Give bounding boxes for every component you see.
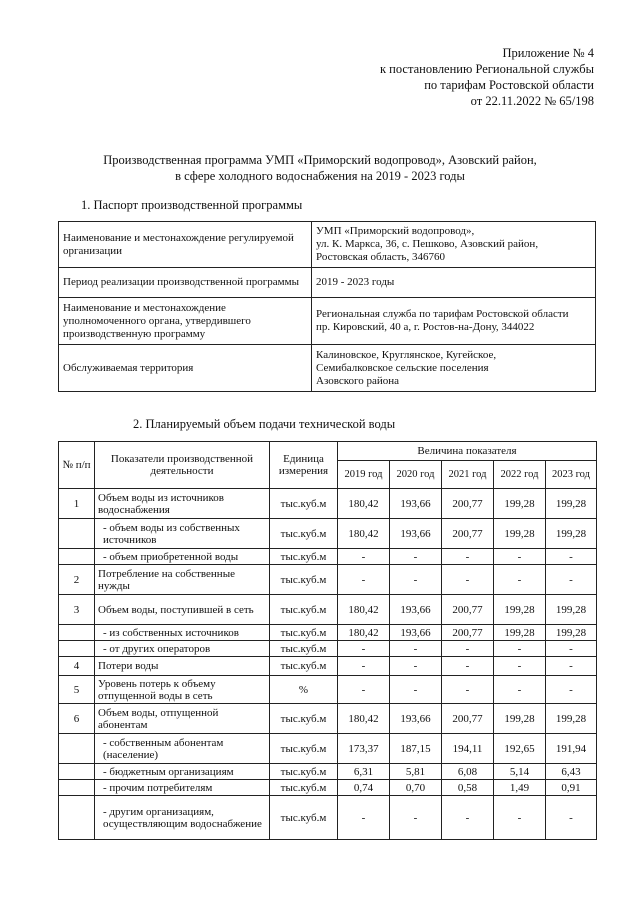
row-indicator: - бюджетным организациям <box>95 764 270 780</box>
row-value: - <box>390 641 442 657</box>
row-unit: тыс.куб.м <box>270 595 338 625</box>
table-row <box>59 657 597 676</box>
row-value: - <box>338 676 390 704</box>
row-indicator: - из собственных источников <box>95 625 270 641</box>
row-indicator: - объем приобретенной воды <box>95 549 270 565</box>
header-unit: Единица измерения <box>270 442 338 489</box>
row-value: - <box>338 549 390 565</box>
passport-value-line: Ростовская область, 346760 <box>316 251 445 263</box>
passport-label: Наименование и местонахождение уполномоченного органа, утвердившего производственную программу <box>59 298 312 345</box>
row-value: - <box>442 641 494 657</box>
row-value: 5,14 <box>494 764 546 780</box>
row-value: 193,66 <box>390 519 442 549</box>
approval-line: по тарифам Ростовской области <box>424 78 594 92</box>
table-row <box>59 764 597 780</box>
passport-label: Обслуживаемая территория <box>59 345 312 392</box>
header-year: 2023 год <box>546 461 597 489</box>
header-row <box>59 442 597 461</box>
row-value: - <box>494 565 546 595</box>
table-row <box>59 641 597 657</box>
row-value: 0,58 <box>442 780 494 796</box>
row-unit: тыс.куб.м <box>270 519 338 549</box>
water-volume-table <box>58 441 597 840</box>
table-row <box>59 780 597 796</box>
row-value: - <box>546 565 597 595</box>
header-value: Величина показателя <box>338 442 597 461</box>
passport-value-line: пр. Кировский, 40 а, г. Ростов-на-Дону, 344022 <box>316 321 535 333</box>
row-value: 0,91 <box>546 780 597 796</box>
row-value: 180,42 <box>338 595 390 625</box>
row-value: - <box>494 549 546 565</box>
row-value: - <box>338 565 390 595</box>
table-row <box>59 549 597 565</box>
passport-row <box>59 345 596 392</box>
row-value: - <box>442 796 494 840</box>
approval-block <box>380 45 594 109</box>
row-value: 180,42 <box>338 625 390 641</box>
row-value: 5,81 <box>390 764 442 780</box>
row-value: 193,66 <box>390 489 442 519</box>
row-unit: тыс.куб.м <box>270 625 338 641</box>
table-row <box>59 704 597 734</box>
row-value: 200,77 <box>442 595 494 625</box>
row-value: 200,77 <box>442 625 494 641</box>
row-value: - <box>442 657 494 676</box>
row-value: - <box>546 657 597 676</box>
row-value: - <box>338 641 390 657</box>
row-value: 173,37 <box>338 734 390 764</box>
row-num <box>59 519 95 549</box>
row-indicator: Объем воды, поступившей в сеть <box>95 595 270 625</box>
table-row <box>59 734 597 764</box>
row-value: 193,66 <box>390 704 442 734</box>
row-value: 187,15 <box>390 734 442 764</box>
row-indicator: Потребление на собственные нужды <box>95 565 270 595</box>
passport-value-line: Региональная служба по тарифам Ростовской области <box>316 308 569 320</box>
row-value: 193,66 <box>390 625 442 641</box>
row-num <box>59 796 95 840</box>
row-value: 199,28 <box>494 704 546 734</box>
passport-value <box>312 222 596 268</box>
row-value: 199,28 <box>494 489 546 519</box>
row-value: 200,77 <box>442 489 494 519</box>
row-num <box>59 549 95 565</box>
row-unit: тыс.куб.м <box>270 641 338 657</box>
header-year: 2022 год <box>494 461 546 489</box>
table-row <box>59 565 597 595</box>
section-1-title: 1. Паспорт производственной программы <box>81 198 303 212</box>
row-value: - <box>494 796 546 840</box>
header-num: № п/п <box>59 442 95 489</box>
row-indicator: - собственным абонентам (население) <box>95 734 270 764</box>
passport-label: Период реализации производственной программы <box>59 268 312 298</box>
passport-table <box>58 221 596 392</box>
table-row <box>59 796 597 840</box>
row-unit: тыс.куб.м <box>270 796 338 840</box>
row-value: 199,28 <box>546 704 597 734</box>
row-value: 194,11 <box>442 734 494 764</box>
passport-value-line: Азовского района <box>316 374 400 387</box>
row-num <box>59 734 95 764</box>
row-value: - <box>442 549 494 565</box>
header-year: 2020 год <box>390 461 442 489</box>
row-value: 192,65 <box>494 734 546 764</box>
row-num <box>59 764 95 780</box>
table-row <box>59 489 597 519</box>
row-value: - <box>390 657 442 676</box>
row-value: 6,08 <box>442 764 494 780</box>
row-value: 180,42 <box>338 489 390 519</box>
row-indicator: - прочим потребителям <box>95 780 270 796</box>
row-value: - <box>390 565 442 595</box>
row-value: 6,31 <box>338 764 390 780</box>
passport-value-line: 2019 - 2023 годы <box>316 276 395 288</box>
row-value: 200,77 <box>442 519 494 549</box>
row-indicator: - от других операторов <box>95 641 270 657</box>
row-value: 180,42 <box>338 704 390 734</box>
row-value: 199,28 <box>546 625 597 641</box>
row-value: - <box>338 657 390 676</box>
passport-label: Наименование и местонахождение регулируемой организации <box>59 222 312 268</box>
passport-row <box>59 222 596 268</box>
row-unit: тыс.куб.м <box>270 565 338 595</box>
row-value: - <box>442 676 494 704</box>
row-num: 4 <box>59 657 95 676</box>
passport-row <box>59 298 596 345</box>
passport-value <box>312 298 596 345</box>
passport-value-line: УМП «Приморский водопровод», <box>316 225 475 237</box>
row-value: - <box>442 565 494 595</box>
table-row <box>59 676 597 704</box>
row-indicator: Объем воды, отпущенной абонентам <box>95 704 270 734</box>
row-unit: тыс.куб.м <box>270 764 338 780</box>
row-value: 0,74 <box>338 780 390 796</box>
row-num: 2 <box>59 565 95 595</box>
section-2-title: 2. Планируемый объем подачи технической воды <box>133 417 396 431</box>
row-value: 199,28 <box>494 519 546 549</box>
document-title <box>40 152 600 184</box>
row-unit: тыс.куб.м <box>270 549 338 565</box>
row-unit: % <box>270 676 338 704</box>
row-value: - <box>546 676 597 704</box>
passport-row <box>59 268 596 298</box>
passport-value <box>312 268 596 298</box>
row-unit: тыс.куб.м <box>270 780 338 796</box>
passport-value <box>312 345 596 392</box>
row-num <box>59 625 95 641</box>
approval-line: к постановлению Региональной службы <box>379 62 594 76</box>
row-unit: тыс.куб.м <box>270 734 338 764</box>
row-value: 199,28 <box>546 595 597 625</box>
row-value: - <box>390 549 442 565</box>
row-value: 191,94 <box>546 734 597 764</box>
row-num: 3 <box>59 595 95 625</box>
row-unit: тыс.куб.м <box>270 704 338 734</box>
approval-line: Приложение № 4 <box>502 46 594 60</box>
table-row <box>59 519 597 549</box>
row-num <box>59 641 95 657</box>
passport-value-line: Калиновское, Круглянское, Кугейское, <box>316 348 497 361</box>
row-value: 180,42 <box>338 519 390 549</box>
table-row <box>59 595 597 625</box>
row-num <box>59 780 95 796</box>
row-value: 199,28 <box>494 625 546 641</box>
row-value: 193,66 <box>390 595 442 625</box>
row-value: 200,77 <box>442 704 494 734</box>
passport-value-line: ул. К. Маркса, 36, с. Пешково, Азовский район, <box>316 238 539 250</box>
row-value: - <box>494 657 546 676</box>
header-year: 2021 год <box>442 461 494 489</box>
row-value: 199,28 <box>546 519 597 549</box>
row-indicator: Объем воды из источников водоснабжения <box>95 489 270 519</box>
row-unit: тыс.куб.м <box>270 657 338 676</box>
row-value: 6,43 <box>546 764 597 780</box>
row-value: 0,70 <box>390 780 442 796</box>
row-value: - <box>390 796 442 840</box>
row-value: 199,28 <box>494 595 546 625</box>
title-line: в сфере холодного водоснабжения на 2019 - 2023 годы <box>175 169 465 183</box>
row-value: - <box>338 796 390 840</box>
row-value: - <box>494 641 546 657</box>
header-indicator: Показатели производственной деятельности <box>95 442 270 489</box>
header-year: 2019 год <box>338 461 390 489</box>
row-value: - <box>494 676 546 704</box>
passport-value-line: Семибалковское сельские поселения <box>316 361 489 374</box>
row-value: - <box>546 641 597 657</box>
table-row <box>59 625 597 641</box>
row-value: - <box>390 676 442 704</box>
row-unit: тыс.куб.м <box>270 489 338 519</box>
row-num: 1 <box>59 489 95 519</box>
row-indicator: - объем воды из собственных источников <box>95 519 270 549</box>
row-indicator: Уровень потерь к объему отпущенной воды в сеть <box>95 676 270 704</box>
row-value: - <box>546 549 597 565</box>
row-value: - <box>546 796 597 840</box>
approval-line: от 22.11.2022 № 65/198 <box>470 94 594 108</box>
row-num: 6 <box>59 704 95 734</box>
row-num: 5 <box>59 676 95 704</box>
row-indicator: - другим организациям, осуществляющим водоснабжение <box>95 796 270 840</box>
row-value: 1,49 <box>494 780 546 796</box>
row-indicator: Потери воды <box>95 657 270 676</box>
row-value: 199,28 <box>546 489 597 519</box>
title-line: Производственная программа УМП «Приморский водопровод», Азовский район, <box>103 153 537 167</box>
